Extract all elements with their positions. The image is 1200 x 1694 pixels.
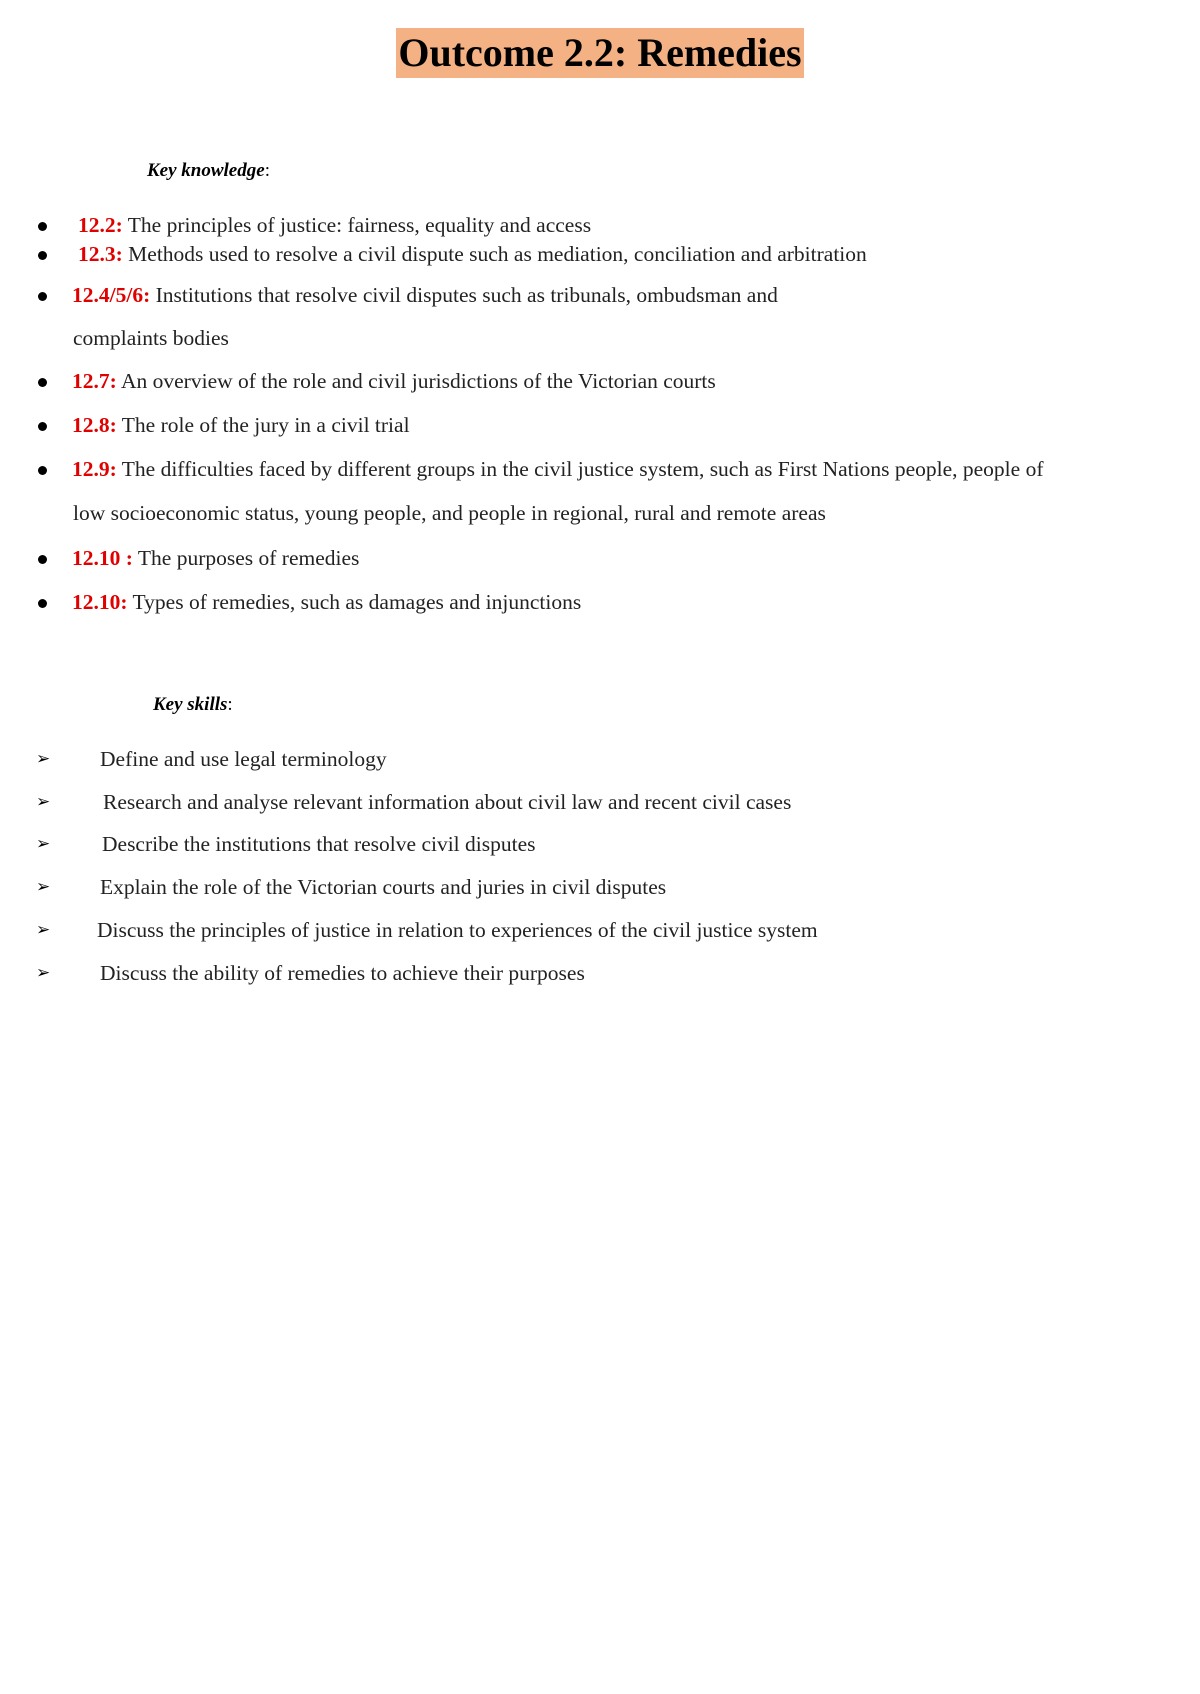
knowledge-description: An overview of the role and civil jurisdictions of the Victorian courts — [116, 369, 716, 393]
bullet-dot-icon — [38, 555, 47, 564]
key-skills-heading-text: Key skills — [153, 694, 228, 715]
skill-text: Research and analyse relevant information about civil law and recent civil cases — [103, 790, 792, 814]
knowledge-item-continuation: complaints bodies — [73, 326, 229, 350]
knowledge-code: 12.10 : — [72, 546, 133, 570]
knowledge-item-text — [78, 242, 867, 266]
knowledge-item-text — [72, 283, 778, 307]
knowledge-item-text — [72, 457, 1043, 481]
knowledge-code: 12.4/5/6: — [72, 283, 151, 307]
bullet-dot-icon — [38, 466, 47, 475]
skill-text: Discuss the ability of remedies to achieve their purposes — [100, 961, 585, 985]
knowledge-description: Institutions that resolve civil disputes such as tribunals, ombudsman and — [150, 283, 778, 307]
arrowhead-bullet-icon: ➢ — [36, 920, 51, 940]
key-skills-heading — [153, 694, 233, 716]
knowledge-description: Methods used to resolve a civil dispute such as mediation, conciliation and arbitration — [122, 242, 867, 266]
title-container — [0, 28, 1200, 78]
arrowhead-bullet-icon: ➢ — [36, 963, 51, 983]
knowledge-item-text — [72, 413, 410, 437]
knowledge-item-text — [78, 213, 591, 237]
arrowhead-bullet-icon: ➢ — [36, 834, 51, 854]
knowledge-code: 12.3: — [78, 242, 123, 266]
bullet-dot-icon — [38, 378, 47, 387]
key-knowledge-heading — [147, 160, 270, 182]
knowledge-code: 12.2: — [78, 213, 123, 237]
skill-text: Discuss the principles of justice in relation to experiences of the civil justice system — [97, 918, 818, 942]
knowledge-description: The purposes of remedies — [132, 546, 360, 570]
key-knowledge-heading-text: Key knowledge — [147, 160, 265, 181]
knowledge-code: 12.8: — [72, 413, 117, 437]
skill-text: Explain the role of the Victorian courts and juries in civil disputes — [100, 875, 667, 899]
knowledge-code: 12.7: — [72, 369, 117, 393]
knowledge-code: 12.10: — [72, 590, 128, 614]
bullet-dot-icon — [38, 422, 47, 431]
knowledge-code: 12.9: — [72, 457, 117, 481]
bullet-dot-icon — [38, 292, 47, 301]
knowledge-description: The principles of justice: fairness, equality and access — [122, 213, 592, 237]
knowledge-item-continuation: low socioeconomic status, young people, and people in regional, rural and remote areas — [73, 501, 826, 525]
skill-text: Define and use legal terminology — [100, 747, 387, 771]
page-title: Outcome 2.2: Remedies — [396, 28, 803, 78]
arrowhead-bullet-icon: ➢ — [36, 749, 51, 769]
bullet-dot-icon — [38, 222, 47, 231]
bullet-dot-icon — [38, 599, 47, 608]
knowledge-item-text — [72, 546, 359, 570]
arrowhead-bullet-icon: ➢ — [36, 792, 51, 812]
skill-text: Describe the institutions that resolve civil disputes — [102, 832, 536, 856]
bullet-dot-icon — [38, 251, 47, 260]
knowledge-item-text — [72, 369, 716, 393]
arrowhead-bullet-icon: ➢ — [36, 877, 51, 897]
key-knowledge-colon: : — [264, 160, 270, 181]
knowledge-description: The difficulties faced by different groups in the civil justice system, such as First Nations people, people of — [116, 457, 1044, 481]
knowledge-description: Types of remedies, such as damages and injunctions — [127, 590, 582, 614]
key-skills-colon: : — [227, 694, 233, 715]
knowledge-item-text — [72, 590, 581, 614]
knowledge-description: The role of the jury in a civil trial — [116, 413, 410, 437]
